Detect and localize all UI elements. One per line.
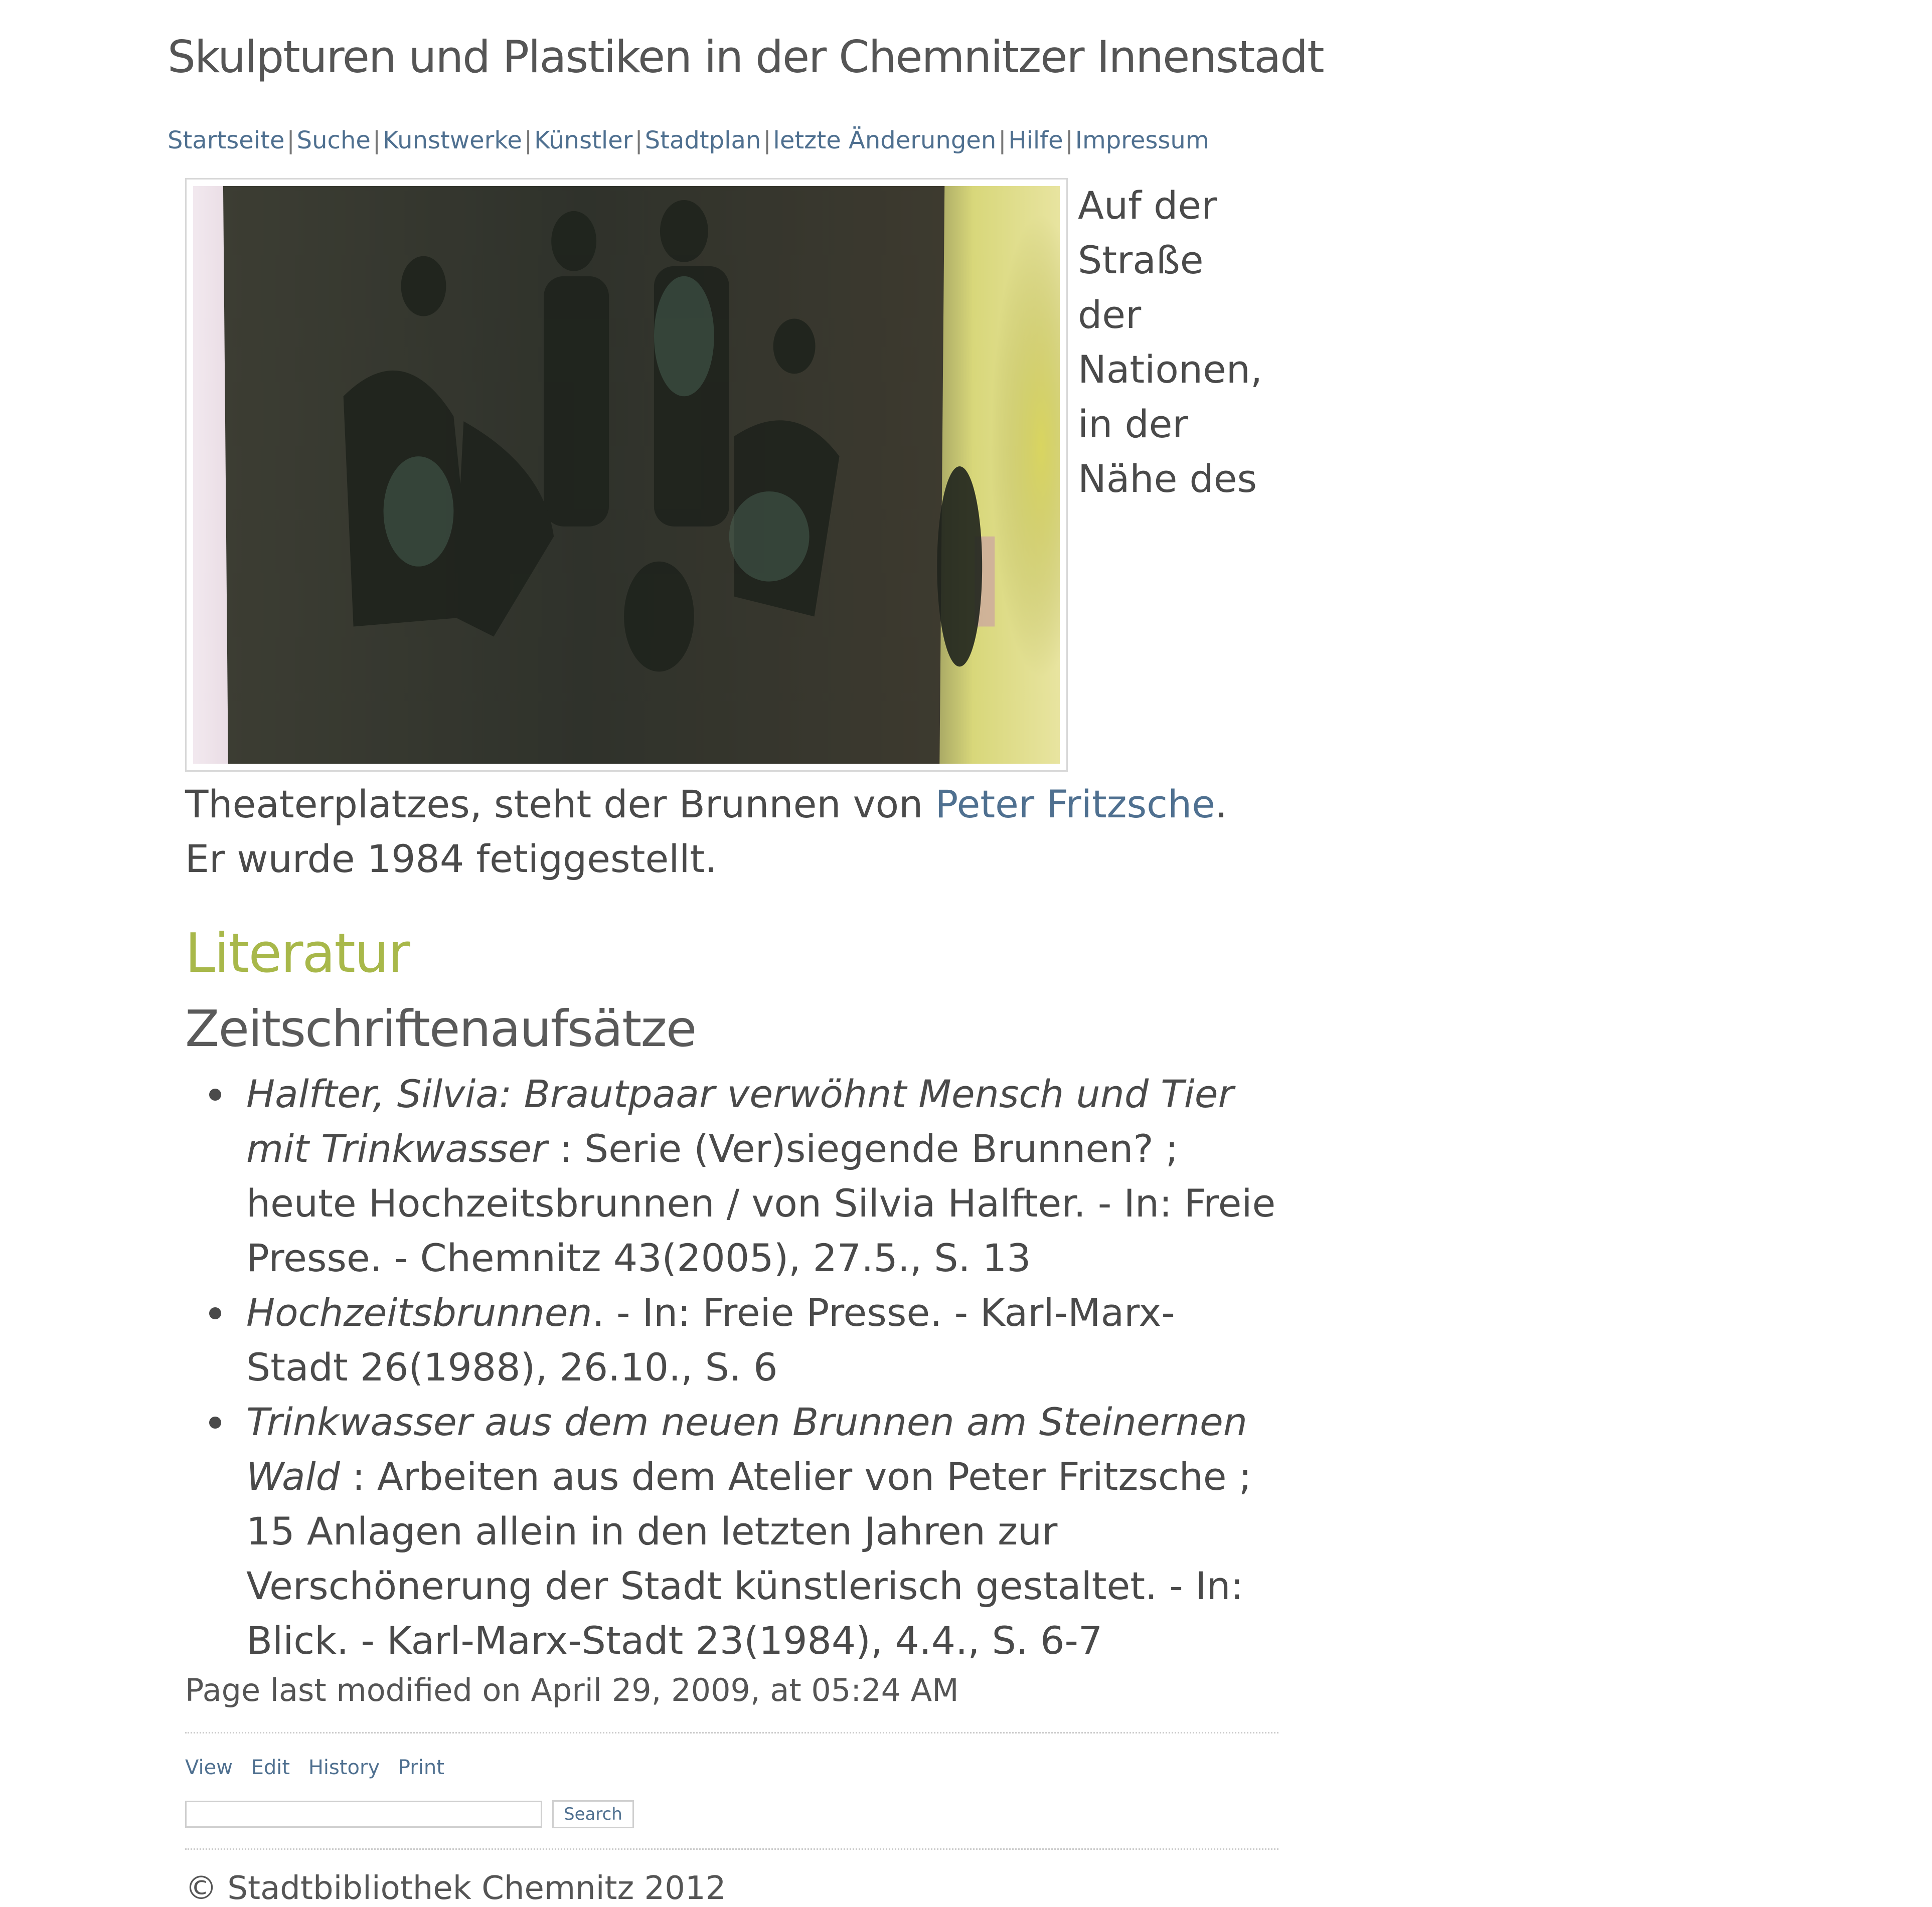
nav-separator: | <box>372 126 381 154</box>
nav-impressum[interactable]: Impressum <box>1075 126 1209 154</box>
main-content <box>185 178 1276 1907</box>
sculpture-photo <box>193 186 1060 764</box>
edit-link[interactable]: Edit <box>251 1756 290 1779</box>
list-item <box>246 1067 1276 1285</box>
reference-details: . - In: Freie Presse. - Karl-Marx-Stadt 26(1988), 26.10., S. 6 <box>246 1290 1175 1390</box>
nav-suche[interactable]: Suche <box>296 126 371 154</box>
nav-letzte-aenderungen[interactable]: letzte Änderungen <box>773 126 997 154</box>
print-link[interactable]: Print <box>398 1756 444 1779</box>
last-modified-text: Page last modified on April 29, 2009, at 05:24 AM <box>185 1672 959 1708</box>
nav-separator: | <box>1065 126 1073 154</box>
search-input[interactable] <box>185 1801 542 1828</box>
list-item <box>246 1395 1276 1668</box>
page-actions <box>185 1756 1276 1779</box>
nav-kunstwerke[interactable]: Kunstwerke <box>383 126 522 154</box>
nav-separator: | <box>998 126 1007 154</box>
reference-list <box>185 1067 1276 1668</box>
nav-startseite[interactable]: Startseite <box>168 126 285 154</box>
copyright-text: © Stadtbibliothek Chemnitz 2012 <box>185 1870 726 1907</box>
nav-stadtplan[interactable]: Stadtplan <box>645 126 761 154</box>
list-item <box>246 1285 1276 1395</box>
search-form <box>185 1799 1276 1829</box>
artist-link[interactable]: Peter Fritzsche <box>935 782 1215 826</box>
intro-text-before: Auf der Straße der Nationen, in der Nähe des Theaterplatzes, steht der Brunnen von <box>185 183 1263 826</box>
page-title: Skulpturen und Plastiken in der Chemnitzer Innenstadt <box>168 31 1324 83</box>
nav-separator: | <box>763 126 771 154</box>
divider <box>185 1732 1278 1733</box>
top-navigation <box>168 126 1209 154</box>
nav-separator: | <box>524 126 533 154</box>
nav-separator: | <box>634 126 643 154</box>
reference-title: Trinkwasser aus dem neuen Brunnen am Steinernen Wald <box>246 1400 1247 1499</box>
sculpture-photo-frame <box>185 178 1068 772</box>
intro-text-after: . Er wurde 1984 fetiggestellt. <box>185 782 1228 881</box>
reference-title: Halfter, Silvia: Brautpaar verwöhnt Mensch und Tier mit Trinkwasser <box>246 1072 1234 1171</box>
reference-details: : Arbeiten aus dem Atelier von Peter Fritzsche ; 15 Anlagen allein in den letzten Jahren zur Verschönerung der Stadt künstlerisch gestaltet. - In: Blick. - Karl-Marx-Stadt 23(1984), 4.4., S. 6-7 <box>246 1454 1252 1663</box>
history-link[interactable]: History <box>308 1756 380 1779</box>
reference-details: : Serie (Ver)siegende Brunnen? ; heute Hochzeitsbrunnen / von Silvia Halfter. - In: Freie Presse. - Chemnitz 43(2005), 27.5., S. 13 <box>246 1126 1276 1280</box>
journal-articles-heading: Zeitschriftenaufsätze <box>185 999 696 1058</box>
divider <box>185 1848 1278 1850</box>
literature-heading: Literatur <box>185 922 409 985</box>
nav-separator: | <box>286 126 295 154</box>
nav-kuenstler[interactable]: Künstler <box>534 126 633 154</box>
fountain-relief-image <box>193 186 1060 764</box>
reference-title: Hochzeitsbrunnen <box>246 1290 592 1335</box>
view-link[interactable]: View <box>185 1756 233 1779</box>
nav-hilfe[interactable]: Hilfe <box>1008 126 1063 154</box>
search-button[interactable]: Search <box>552 1800 634 1828</box>
